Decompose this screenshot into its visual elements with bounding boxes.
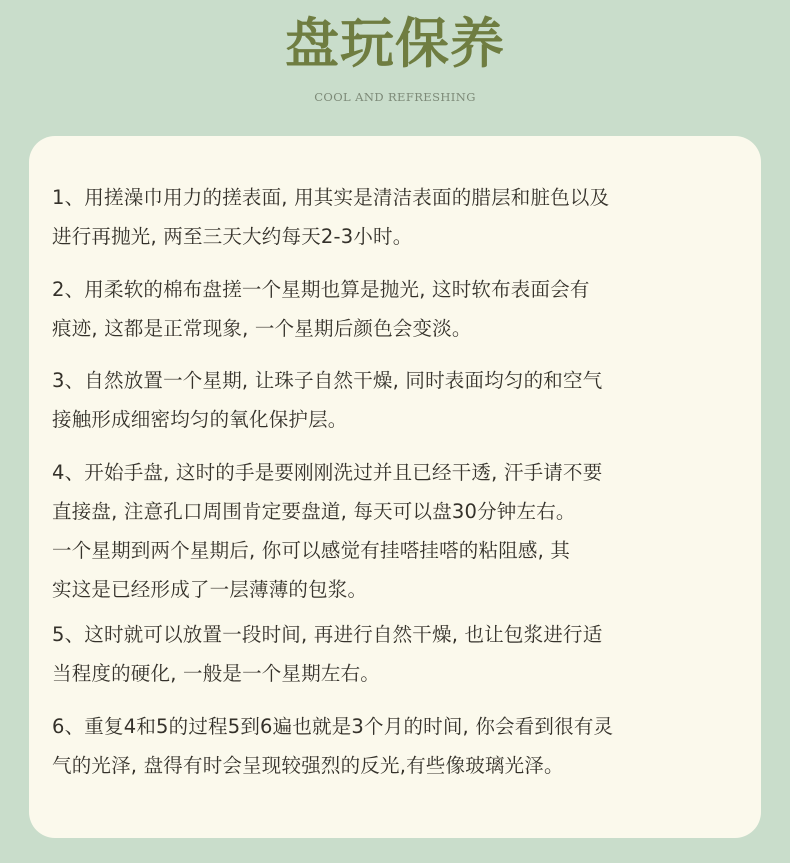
care-step-4 bbox=[52, 453, 756, 609]
care-step-2-line-2: 痕迹, 这都是正常现象, 一个星期后颜色会变淡。 bbox=[52, 317, 472, 340]
care-step-2 bbox=[52, 270, 756, 348]
page-subtitle: COOL AND REFRESHING bbox=[314, 90, 476, 104]
care-step-1-line-2: 进行再抛光, 两至三天大约每天2-3小时。 bbox=[52, 225, 413, 248]
care-step-4-line-2: 直接盘, 注意孔口周围肯定要盘道, 每天可以盘30分钟左右。 bbox=[52, 500, 576, 523]
care-step-5 bbox=[52, 615, 756, 693]
care-step-1 bbox=[52, 178, 756, 256]
care-step-1-line-1: 1、用搓澡巾用力的搓表面, 用其实是清洁表面的腊层和脏色以及 bbox=[52, 186, 610, 209]
care-step-6-line-1: 6、重复4和5的过程5到6遍也就是3个月的时间, 你会看到很有灵 bbox=[52, 715, 614, 738]
care-step-4-line-4: 实这是已经形成了一层薄薄的包浆。 bbox=[52, 578, 368, 601]
care-step-4-line-3: 一个星期到两个星期后, 你可以感觉有挂嗒挂嗒的粘阻感, 其 bbox=[52, 539, 571, 562]
care-step-4-line-1: 4、开始手盘, 这时的手是要刚刚洗过并且已经干透, 汗手请不要 bbox=[52, 461, 603, 484]
care-step-5-line-2: 当程度的硬化, 一般是一个星期左右。 bbox=[52, 662, 380, 685]
care-step-2-line-1: 2、用柔软的棉布盘搓一个星期也算是抛光, 这时软布表面会有 bbox=[52, 278, 590, 301]
care-step-6 bbox=[52, 707, 756, 785]
care-step-3-line-2: 接触形成细密均匀的氧化保护层。 bbox=[52, 408, 348, 431]
care-step-3-line-1: 3、自然放置一个星期, 让珠子自然干燥, 同时表面均匀的和空气 bbox=[52, 369, 603, 392]
care-step-6-line-2: 气的光泽, 盘得有时会呈现较强烈的反光,有些像玻璃光泽。 bbox=[52, 754, 564, 777]
care-step-5-line-1: 5、这时就可以放置一段时间, 再进行自然干燥, 也让包浆进行适 bbox=[52, 623, 603, 646]
page-title: 盘玩保养 bbox=[285, 12, 505, 75]
care-step-3 bbox=[52, 361, 756, 439]
